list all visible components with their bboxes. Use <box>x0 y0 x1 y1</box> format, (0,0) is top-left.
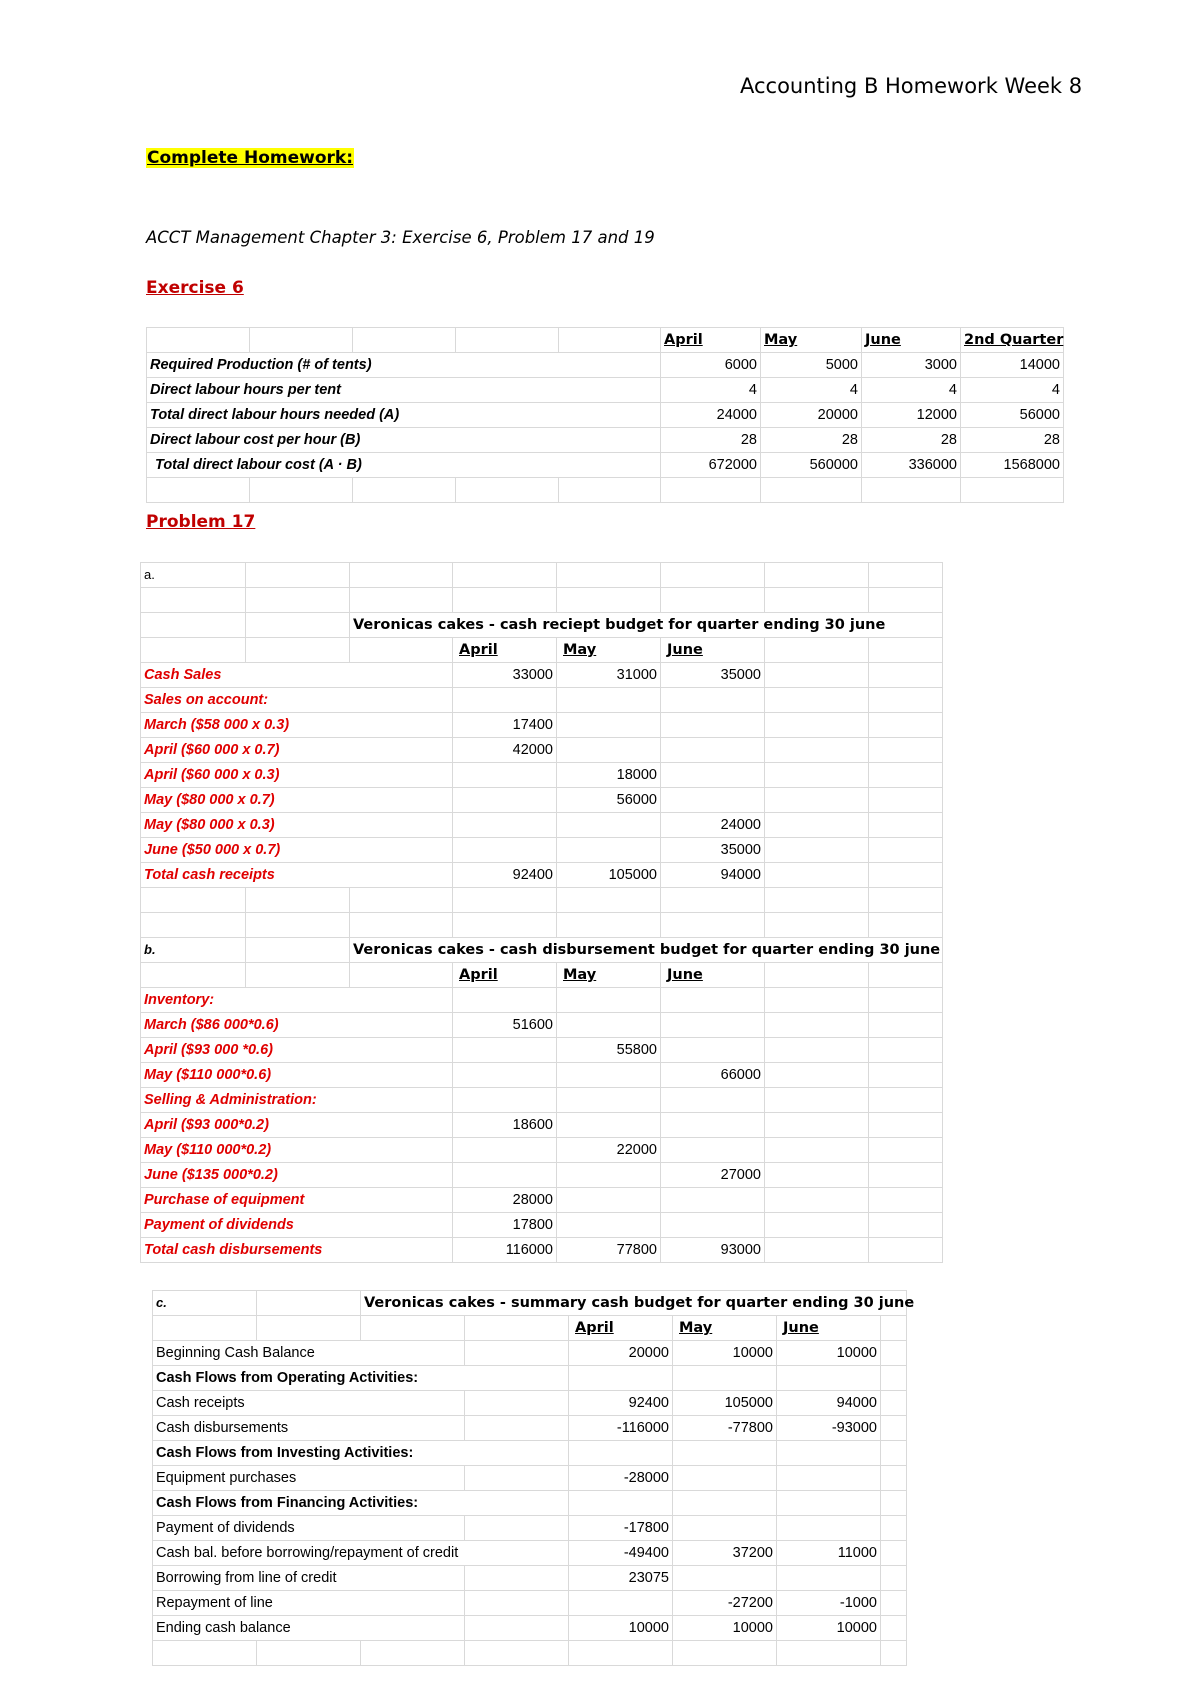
row-label: March ($86 000*0.6) <box>141 1013 453 1038</box>
empty-row <box>153 1641 907 1666</box>
cell: 94000 <box>777 1391 881 1416</box>
cell: 23075 <box>569 1566 673 1591</box>
row-label: Required Production (# of tents) <box>147 353 661 378</box>
table-row <box>153 1291 907 1316</box>
cell: 51600 <box>453 1013 557 1038</box>
cell: 560000 <box>761 453 862 478</box>
row-label: Repayment of line <box>153 1591 465 1616</box>
table-row <box>141 1088 943 1113</box>
cell: 24000 <box>661 403 761 428</box>
cell: 105000 <box>557 863 661 888</box>
cell: 6000 <box>661 353 761 378</box>
table-row <box>141 1163 943 1188</box>
cell: 92400 <box>453 863 557 888</box>
row-label: Total cash disbursements <box>141 1238 453 1263</box>
months-row <box>153 1316 907 1341</box>
row-label: April ($60 000 x 0.7) <box>141 738 453 763</box>
row-label: April ($93 000*0.2) <box>141 1113 453 1138</box>
exercise6-table <box>146 327 1064 503</box>
problem17-ab-table <box>140 562 943 1263</box>
cell: 27000 <box>661 1163 765 1188</box>
table-row <box>141 788 943 813</box>
problem17-c-table <box>152 1290 915 1666</box>
col-header: June <box>661 638 765 663</box>
cell: 4 <box>761 378 862 403</box>
cell: 105000 <box>673 1391 777 1416</box>
table-row <box>153 1491 907 1516</box>
table-row <box>153 1466 907 1491</box>
empty-row <box>147 478 1064 503</box>
cell: 28 <box>961 428 1064 453</box>
cell: -27200 <box>673 1591 777 1616</box>
row-label: April ($93 000 *0.6) <box>141 1038 453 1063</box>
cell: 92400 <box>569 1391 673 1416</box>
total-row <box>141 863 943 888</box>
row-label: Direct labour cost per hour (B) <box>147 428 661 453</box>
exercise6-header-row <box>147 328 1064 353</box>
cell: 55800 <box>557 1038 661 1063</box>
empty-row <box>141 913 943 938</box>
row-label: Cash Sales <box>141 663 453 688</box>
exercise6-heading: Exercise 6 <box>146 278 244 298</box>
col-header: May <box>761 328 862 353</box>
cell: 20000 <box>761 403 862 428</box>
table-row <box>141 713 943 738</box>
cell: 28 <box>862 428 961 453</box>
months-row <box>141 638 943 663</box>
cell: 28 <box>661 428 761 453</box>
row-label: May ($80 000 x 0.3) <box>141 813 453 838</box>
cell: 10000 <box>777 1616 881 1641</box>
col-header: May <box>673 1316 777 1341</box>
cell: 35000 <box>661 663 765 688</box>
col-header: June <box>661 963 765 988</box>
cell: 37200 <box>673 1541 777 1566</box>
cell: -17800 <box>569 1516 673 1541</box>
total-row <box>153 1616 907 1641</box>
document-header: Accounting B Homework Week 8 <box>740 74 1083 98</box>
table-row <box>153 1566 907 1591</box>
row-label: June ($50 000 x 0.7) <box>141 838 453 863</box>
cell: 17400 <box>453 713 557 738</box>
cell: 93000 <box>661 1238 765 1263</box>
cell: -49400 <box>569 1541 673 1566</box>
cell: 10000 <box>777 1341 881 1366</box>
cell: 28 <box>761 428 862 453</box>
empty-row <box>141 588 943 613</box>
table-row <box>153 1591 907 1616</box>
cell: 1568000 <box>961 453 1064 478</box>
months-row <box>141 963 943 988</box>
cell: 66000 <box>661 1063 765 1088</box>
table-row <box>147 428 1064 453</box>
table-row <box>141 838 943 863</box>
cell: 33000 <box>453 663 557 688</box>
cell: 77800 <box>557 1238 661 1263</box>
col-header: April <box>453 638 557 663</box>
table-row <box>153 1391 907 1416</box>
table-row <box>141 938 943 963</box>
cell: -93000 <box>777 1416 881 1441</box>
cell: 24000 <box>661 813 765 838</box>
row-label: Cash receipts <box>153 1391 465 1416</box>
col-header: April <box>453 963 557 988</box>
row-label: Payment of dividends <box>153 1516 465 1541</box>
cell: 336000 <box>862 453 961 478</box>
row-label: Equipment purchases <box>153 1466 465 1491</box>
cell: 10000 <box>673 1341 777 1366</box>
cell: 56000 <box>961 403 1064 428</box>
row-label: Inventory: <box>141 988 453 1013</box>
cell: 10000 <box>569 1616 673 1641</box>
table-row <box>141 563 943 588</box>
cell: 28000 <box>453 1188 557 1213</box>
table-row <box>153 1516 907 1541</box>
table-row <box>141 738 943 763</box>
part-b-tag: b. <box>141 938 246 963</box>
row-label: April ($60 000 x 0.3) <box>141 763 453 788</box>
col-header: May <box>557 638 661 663</box>
total-row <box>141 1238 943 1263</box>
table-row <box>153 1341 907 1366</box>
table-row <box>153 1416 907 1441</box>
table-row <box>141 613 943 638</box>
col-header: April <box>569 1316 673 1341</box>
cell: 22000 <box>557 1138 661 1163</box>
row-label: March ($58 000 x 0.3) <box>141 713 453 738</box>
row-label: May ($110 000*0.6) <box>141 1063 453 1088</box>
row-label: Cash Flows from Investing Activities: <box>153 1441 569 1466</box>
cell: 18600 <box>453 1113 557 1138</box>
table-row <box>147 378 1064 403</box>
cell: 4 <box>862 378 961 403</box>
row-label: Selling & Administration: <box>141 1088 453 1113</box>
table-row <box>141 1213 943 1238</box>
cell: 20000 <box>569 1341 673 1366</box>
cell: 5000 <box>761 353 862 378</box>
table-row <box>141 688 943 713</box>
row-label: Sales on account: <box>141 688 453 713</box>
row-label: June ($135 000*0.2) <box>141 1163 453 1188</box>
row-label: Beginning Cash Balance <box>153 1341 465 1366</box>
table-row <box>141 813 943 838</box>
col-header: April <box>661 328 761 353</box>
highlighted-heading: Complete Homework: <box>147 148 353 168</box>
row-label: Cash disbursements <box>153 1416 465 1441</box>
table-row <box>141 1063 943 1088</box>
table-row <box>141 1113 943 1138</box>
cell: 10000 <box>673 1616 777 1641</box>
table-row <box>141 1138 943 1163</box>
cell: 42000 <box>453 738 557 763</box>
part-a-title: Veronicas cakes - cash reciept budget for quarter ending 30 june <box>350 613 943 638</box>
cell: 3000 <box>862 353 961 378</box>
col-header: May <box>557 963 661 988</box>
table-row <box>141 988 943 1013</box>
row-label: Total direct labour hours needed (A) <box>147 403 661 428</box>
row-label: Total cash receipts <box>141 863 453 888</box>
cell: -77800 <box>673 1416 777 1441</box>
cell: 12000 <box>862 403 961 428</box>
row-label: Payment of dividends <box>141 1213 453 1238</box>
cell: 17800 <box>453 1213 557 1238</box>
row-label: Cash Flows from Financing Activities: <box>153 1491 569 1516</box>
assignment-subtitle: ACCT Management Chapter 3: Exercise 6, Problem 17 and 19 <box>146 228 655 247</box>
table-row <box>141 663 943 688</box>
cell: 11000 <box>777 1541 881 1566</box>
table-row <box>141 1188 943 1213</box>
row-label: Borrowing from line of credit <box>153 1566 465 1591</box>
table-row <box>147 403 1064 428</box>
cell: 31000 <box>557 663 661 688</box>
row-label: May ($80 000 x 0.7) <box>141 788 453 813</box>
cell: -1000 <box>777 1591 881 1616</box>
cell: 4 <box>961 378 1064 403</box>
problem17-heading: Problem 17 <box>146 512 256 532</box>
cell: -116000 <box>569 1416 673 1441</box>
cell: 35000 <box>661 838 765 863</box>
table-row <box>153 1541 907 1566</box>
cell: 56000 <box>557 788 661 813</box>
table-row <box>147 453 1064 478</box>
cell: 116000 <box>453 1238 557 1263</box>
row-label: Direct labour hours per tent <box>147 378 661 403</box>
table-row <box>153 1366 907 1391</box>
part-c-title: Veronicas cakes - summary cash budget for quarter ending 30 june <box>361 1291 907 1316</box>
cell: 672000 <box>661 453 761 478</box>
row-label: Total direct labour cost (A · B) <box>147 453 661 478</box>
table-row <box>153 1441 907 1466</box>
row-label: May ($110 000*0.2) <box>141 1138 453 1163</box>
cell: 4 <box>661 378 761 403</box>
col-header: 2nd Quarter <box>961 328 1064 353</box>
cell: -28000 <box>569 1466 673 1491</box>
row-label: Cash Flows from Operating Activities: <box>153 1366 569 1391</box>
col-header: June <box>777 1316 881 1341</box>
part-b-title: Veronicas cakes - cash disbursement budget for quarter ending 30 june <box>350 938 943 963</box>
row-label: Cash bal. before borrowing/repayment of credit <box>153 1541 569 1566</box>
cell: 14000 <box>961 353 1064 378</box>
part-a-tag: a. <box>141 563 246 588</box>
cell: 94000 <box>661 863 765 888</box>
table-row <box>141 763 943 788</box>
table-row <box>141 1038 943 1063</box>
part-c-tag: c. <box>153 1291 257 1316</box>
row-label: Purchase of equipment <box>141 1188 453 1213</box>
row-label: Ending cash balance <box>153 1616 465 1641</box>
table-row <box>147 353 1064 378</box>
table-row <box>141 1013 943 1038</box>
cell: 18000 <box>557 763 661 788</box>
col-header: June <box>862 328 961 353</box>
empty-row <box>141 888 943 913</box>
